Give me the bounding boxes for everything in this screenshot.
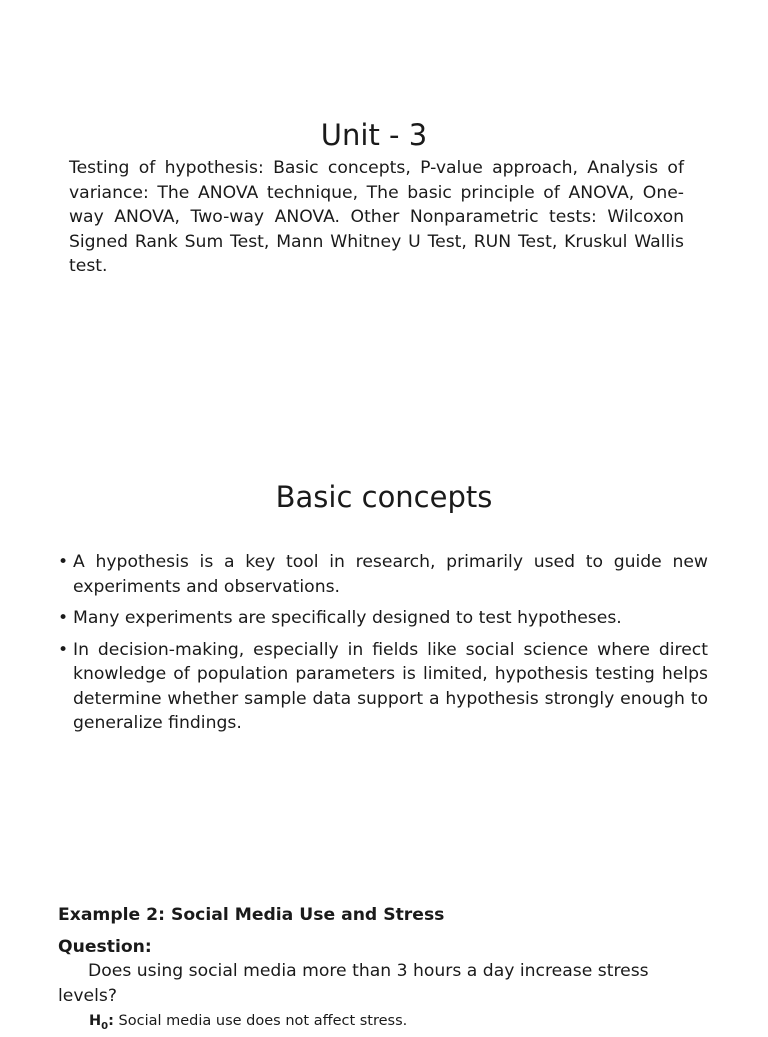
slide-unit-3 — [0, 0, 768, 380]
question-text: Does using social media more than 3 hours a day increase stress levels? — [58, 961, 649, 1006]
slide-basic-concepts — [0, 380, 768, 850]
bullet-text: A hypothesis is a key tool in research, primarily used to guide new experiments and observations. — [73, 552, 708, 597]
bullet-text: In decision-making, especially in fields like social science where direct knowledge of population parameters is limited, hypothesis testing helps determine whether sample data support a hypothesis strongly enough to generalize findings. — [73, 639, 708, 733]
unit-description: Testing of hypothesis: Basic concepts, P-value approach, Analysis of variance: The ANOVA technique, The basic principle of ANOVA, One-way ANOVA, Two-way ANOVA. Other Nonparametric tests: Wilcoxon Signed Rank Sum Test, Mann Whitney U Test, RUN Test, Kruskul Wallis test. — [69, 158, 684, 276]
basic-concepts-title: Basic concepts — [275, 480, 493, 514]
bullet-text: Many experiments are specifically designed to test hypotheses. — [73, 608, 622, 628]
list-item — [58, 550, 708, 599]
list-item — [58, 638, 708, 736]
slide-example-2 — [0, 850, 768, 1032]
unit-title: Unit - 3 — [320, 118, 428, 152]
question-label: Question: — [58, 937, 152, 957]
bullet-list — [58, 550, 708, 743]
h0-label: $H_0$: — [89, 1013, 114, 1032]
bullet-icon: • — [58, 639, 69, 660]
bullet-icon: • — [58, 552, 69, 572]
list-item — [58, 606, 708, 631]
example-heading: Example 2: Social Media Use and Stress — [58, 905, 445, 925]
h0-text: Social media use does not affect stress. — [113, 1013, 408, 1029]
bullet-icon: • — [58, 608, 69, 628]
